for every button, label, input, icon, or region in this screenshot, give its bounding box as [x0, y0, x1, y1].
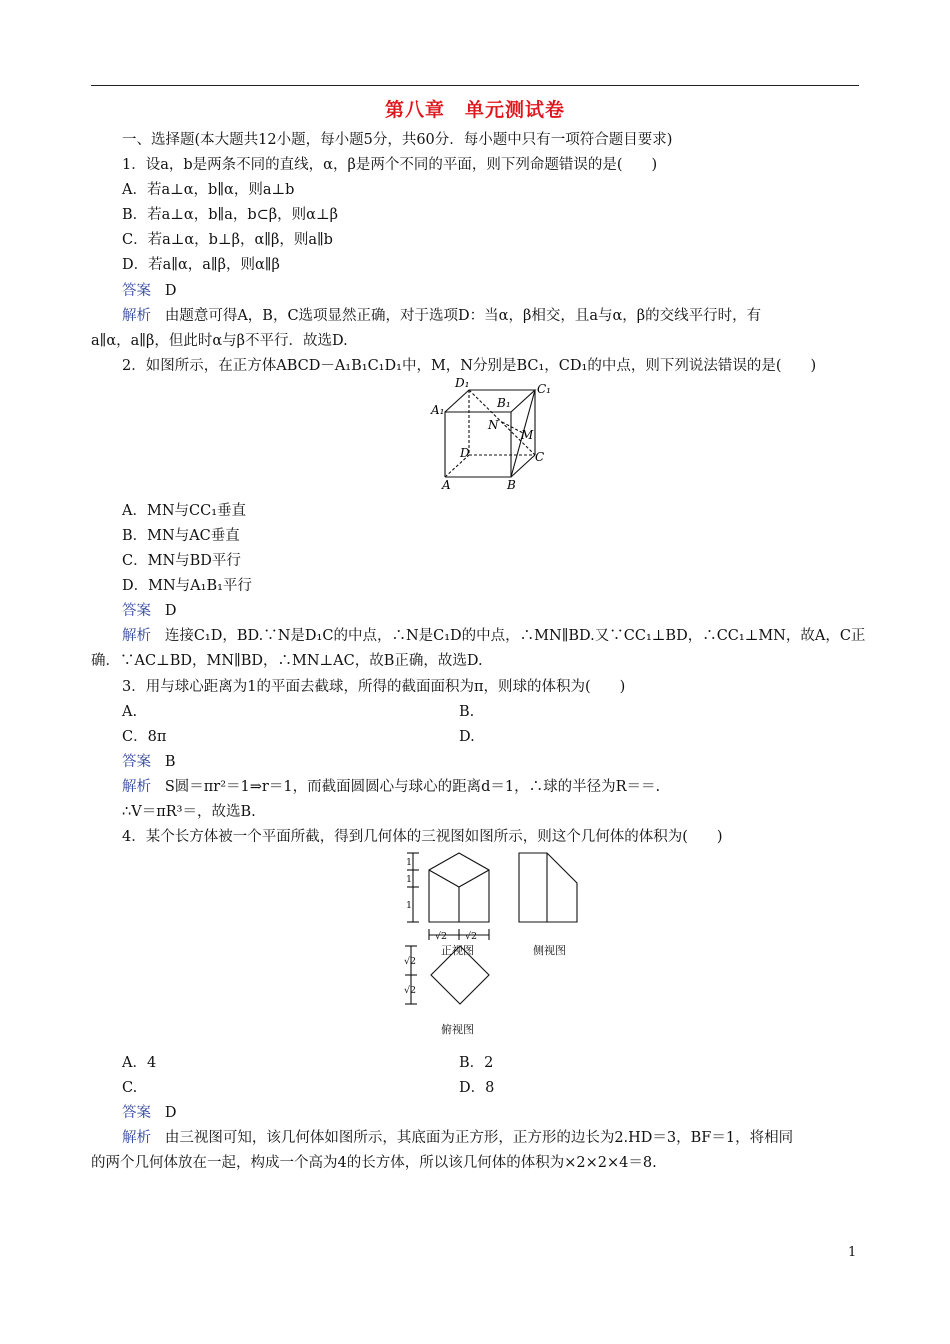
- cube-figure: [425, 377, 555, 492]
- q2-answer: [122, 601, 176, 621]
- label-d: D: [460, 446, 470, 460]
- answer-value: D: [164, 1105, 177, 1121]
- dim-sqrt2-right: √2: [465, 931, 478, 942]
- q4-option-a: A．4: [122, 1055, 157, 1071]
- page-number: 1: [848, 1245, 857, 1260]
- section-heading: 一、选择题(本大题共12小题，每小题5分，共60分．每小题中只有一项符合题目要求): [122, 132, 673, 148]
- top-view-label: 俯视图: [441, 1023, 474, 1036]
- answer-label: 答案: [122, 283, 151, 299]
- q1-explanation: [122, 306, 761, 326]
- dim-sqrt2-upper: √2: [404, 956, 417, 967]
- q3-stem: 3．用与球心距离为1的平面去截球，所得的截面面积为π，则球的体积为( ): [122, 679, 626, 695]
- q2-option-c: C．MN与BD平行: [122, 553, 241, 569]
- q3-option-d: D.: [459, 729, 475, 745]
- dim-1-mid: 1: [406, 874, 413, 885]
- answer-value: B: [164, 754, 176, 770]
- explanation-label: 解析: [122, 628, 151, 644]
- front-view-label: 正视图: [441, 944, 474, 957]
- dim-1-top: 1: [406, 857, 413, 868]
- answer-label: 答案: [122, 603, 151, 619]
- explanation-text: 连接C₁D，BD.∵N是D₁C的中点，∴N是C₁D的中点，∴MN∥BD.又∵CC₁⊥BD，∴CC₁⊥MN，故A，C正: [164, 628, 866, 644]
- q2-option-a: A．MN与CC₁垂直: [122, 503, 247, 519]
- q3-answer: [122, 752, 175, 772]
- three-view-figure: [395, 850, 595, 1045]
- q1-answer: [122, 281, 176, 301]
- label-c: C: [535, 450, 545, 464]
- q3-option-a: A.: [122, 704, 138, 720]
- answer-label: 答案: [122, 1105, 151, 1121]
- q2-explanation: [122, 626, 865, 646]
- explanation-text: S圆＝πr²＝1⇒r＝1，而截面圆圆心与球心的距离d＝1，∴球的半径为R＝＝.: [164, 779, 661, 795]
- label-n: N: [488, 418, 499, 432]
- dim-1-bot: 1: [406, 900, 413, 911]
- label-b1: B₁: [497, 396, 511, 410]
- label-a: A: [442, 478, 451, 492]
- q1-option-c: C．若a⊥α，b⊥β，α∥β，则a∥b: [122, 232, 333, 248]
- q1-option-a: A．若a⊥α，b∥α，则a⊥b: [122, 182, 295, 198]
- explanation-label: 解析: [122, 1130, 151, 1146]
- explanation-text: 由三视图可知，该几何体如图所示，其底面为正方形，正方形的边长为2.HD＝3，BF＝1，将相同: [164, 1130, 794, 1146]
- q3-option-c: C．8π: [122, 729, 167, 745]
- answer-value: D: [164, 603, 177, 619]
- q3-explanation: [122, 777, 660, 797]
- q4-option-b: B．2: [459, 1055, 494, 1071]
- q1-option-b: B．若a⊥α，b∥a，b⊂β，则α⊥β: [122, 207, 338, 223]
- label-m: M: [521, 428, 534, 442]
- q1-explanation-cont: a∥α，a∥β，但此时α与β不平行．故选D.: [91, 333, 348, 349]
- page-title: 第八章 单元测试卷: [384, 99, 565, 121]
- q4-stem: 4．某个长方体被一个平面所截，得到几何体的三视图如图所示，则这个几何体的体积为( ): [122, 829, 723, 845]
- dim-sqrt2-lower: √2: [404, 985, 417, 996]
- q4-option-c: C.: [122, 1080, 138, 1096]
- q4-answer: [122, 1103, 176, 1123]
- q4-option-d: D．8: [459, 1080, 495, 1096]
- q2-stem: 2．如图所示，在正方体ABCD－A₁B₁C₁D₁中，M，N分别是BC₁，CD₁的中点，则下列说法错误的是( ): [122, 358, 817, 374]
- explanation-label: 解析: [122, 779, 151, 795]
- q2-explanation-cont: 确．∵AC⊥BD，MN∥BD，∴MN⊥AC，故B正确，故选D.: [91, 653, 483, 669]
- label-a1: A₁: [431, 403, 445, 417]
- q4-explanation-cont: 的两个几何体放在一起，构成一个高为4的长方体，所以该几何体的体积为×2×2×4＝8.: [91, 1155, 657, 1171]
- side-view-label: 侧视图: [533, 944, 566, 957]
- header-rule: [91, 85, 859, 86]
- q2-option-b: B．MN与AC垂直: [122, 528, 240, 544]
- q3-option-b: B.: [459, 704, 475, 720]
- label-b: B: [507, 478, 516, 492]
- explanation-label: 解析: [122, 308, 151, 324]
- dim-sqrt2-left: √2: [435, 931, 448, 942]
- q1-option-d: D．若a∥α，a∥β，则α∥β: [122, 257, 280, 273]
- q4-explanation: [122, 1128, 793, 1148]
- q3-explanation-cont: ∴V＝πR³＝，故选B.: [122, 804, 256, 820]
- answer-label: 答案: [122, 754, 151, 770]
- label-c1: C₁: [537, 382, 551, 396]
- q1-stem: 1．设a，b是两条不同的直线，α，β是两个不同的平面，则下列命题错误的是( ): [122, 157, 658, 173]
- answer-value: D: [164, 283, 177, 299]
- q2-option-d: D．MN与A₁B₁平行: [122, 578, 252, 594]
- explanation-text: 由题意可得A，B，C选项显然正确，对于选项D：当α，β相交，且a与α，β的交线平行时，有: [164, 308, 762, 324]
- label-d1: D₁: [455, 377, 470, 390]
